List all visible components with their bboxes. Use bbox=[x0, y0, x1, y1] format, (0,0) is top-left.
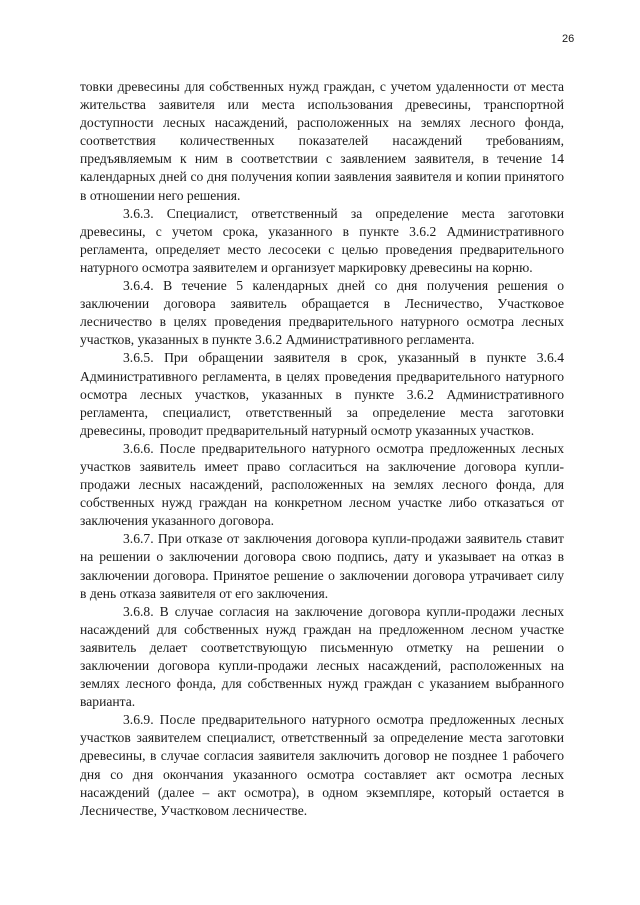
paragraph: товки древесины для собственных нужд граждан, с учетом удаленности от места жительства заявителя или места использования древесины, транспортной доступности лесных насаждений, расположенных на землях лесного фонда, соответствия количественных показателей насаждений требованиям, предъявляемым к ним в соответствии с заявлением заявителя, в течение 14 календарных дней со дня получения копии заявления заявителя и копии принятого в отношении него решения. bbox=[80, 79, 564, 203]
paragraph-3-6-3: 3.6.3. Специалист, ответственный за определение места заготовки древесины, с учетом срока, указанного в пункте 3.6.2 Административного регламента, определяет место лесосеки с целью проведения предварительного натурного осмотра заявителем и организует маркировку древесины на корню. bbox=[80, 205, 564, 275]
paragraph-3-6-8: 3.6.8. В случае согласия на заключение договора купли-продажи лесных насаждений для собственных нужд граждан на предложенном лесном участке заявитель делает соответствующую письменную отметку на решении о заключении договора купли-продажи лесных насаждений, расположенных на землях лесного фонда, для собственных нужд граждан с указанием выбранного варианта. bbox=[80, 603, 564, 710]
paragraph-3-6-9: 3.6.9. После предварительного натурного осмотра предложенных лесных участков заявителем специалист, ответственный за определение места заготовки древесины, в случае согласия заявителя заключить договор не позднее 1 рабочего дня со дня окончания указанного осмотра составляет акт осмотра лесных насаждений (далее – акт осмотра), в одном экземпляре, который остается в Лесничестве, Участковом лесничестве. bbox=[80, 712, 564, 818]
paragraph-3-6-4: 3.6.4. В течение 5 календарных дней со дня получения решения о заключении договора заявитель обращается в Лесничество, Участковое лесничество в целях проведения предварительного натурного осмотра лесных участков, указанных в пункте 3.6.2 Административного регламента. bbox=[80, 278, 564, 348]
paragraph-3-6-6: 3.6.6. После предварительного натурного осмотра предложенных лесных участков заявитель имеет право согласиться на заключение договора купли-продажи лесных насаждений, расположенных на землях лесного фонда, для собственных нужд граждан на конкретном лесном участке либо отказаться от заключения указанного договора. bbox=[80, 440, 564, 529]
paragraph-3-6-5: 3.6.5. При обращении заявителя в срок, указанный в пункте 3.6.4 Административного регламента, в целях проведения предварительного натурного осмотра лесных участков, указанных в пункте 3.6.2 Административного регламента, специалист, ответственный за определение места заготовки древесины, проводит предварительный натурный осмотр указанных участков. bbox=[80, 350, 564, 438]
page-number: 26 bbox=[562, 33, 575, 45]
paragraph-3-6-7: 3.6.7. При отказе от заключения договора купли-продажи заявитель ставит на решении о заключении договора свою подпись, дату и указывает на отказ в заключении договора. Принятое решение о заключении договора утрачивает силу в день отказа заявителя от его заключения. bbox=[80, 531, 564, 601]
document-body bbox=[80, 78, 564, 820]
